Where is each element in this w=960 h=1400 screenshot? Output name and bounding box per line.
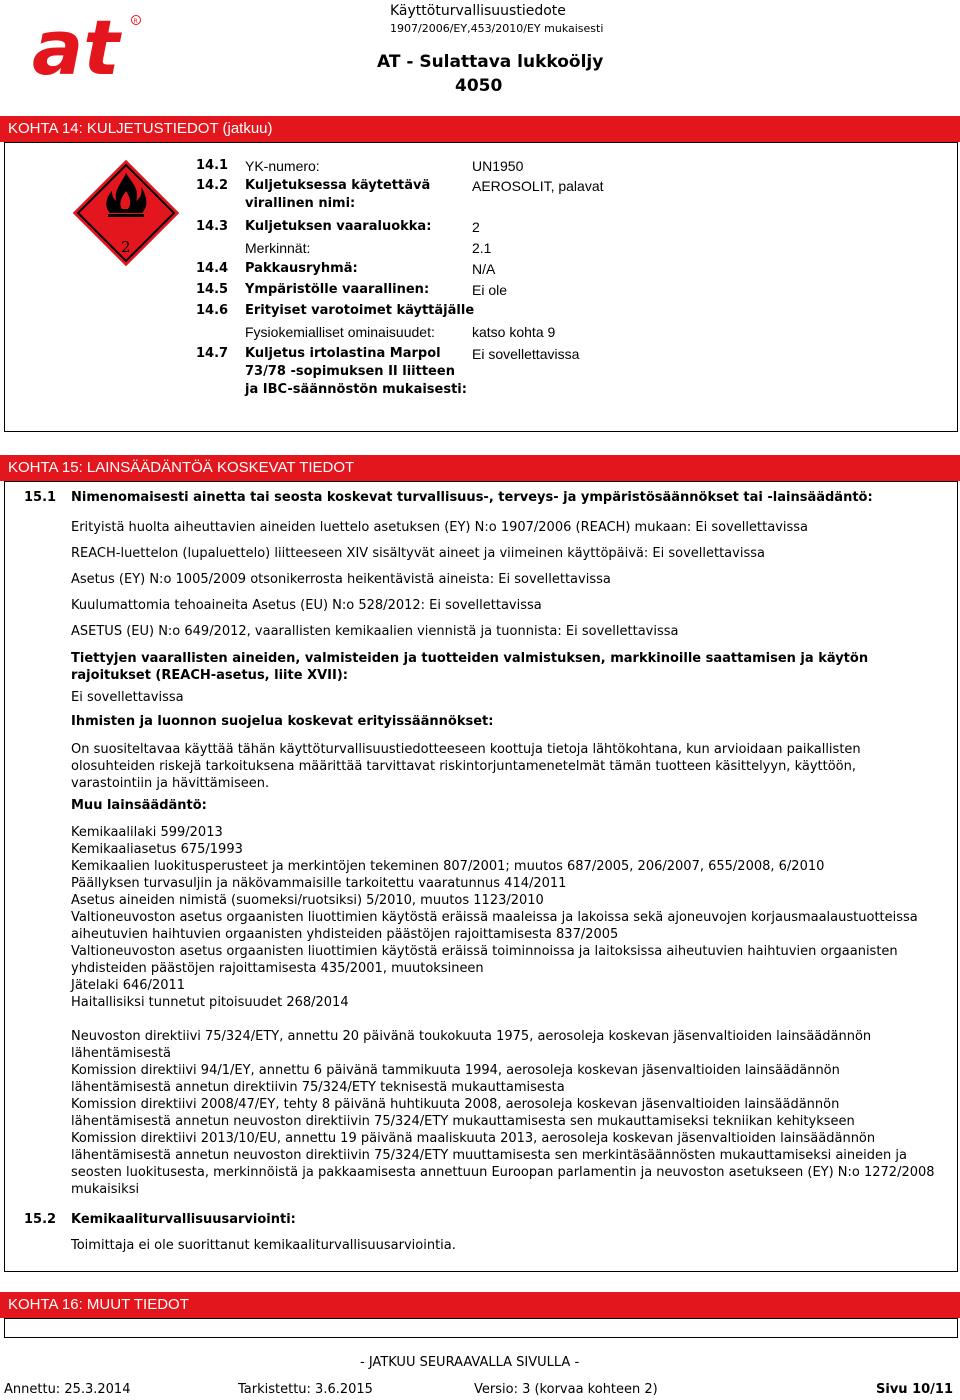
un-number-value: UN1950 (472, 158, 524, 174)
page-number: Sivu 10/11 (876, 1382, 954, 1397)
logo-text: at (32, 12, 120, 84)
other-legislation-title: Muu lainsäädäntö: (71, 798, 207, 813)
item-14-3: 14.3 Kuljetuksen vaaraluokka: (196, 219, 432, 234)
shipping-name-value: AEROSOLIT, palavat (472, 178, 604, 194)
restrictions-value: Ei sovellettavissa (71, 690, 184, 705)
flammable-gas-diamond-icon (70, 157, 182, 269)
legislation-item: Haitallisiksi tunnetut pitoisuudet 268/2014 (71, 995, 349, 1010)
directive-item: Komission direktiivi 2008/47/EY, tehty 8 päivänä huhtikuuta 2008, aerosoleja koskevan jäsenvaltioiden lainsäädännön lähentämisestä annetun neuvoston direktiivin 75/324/ETY mukauttamisesta sen mukauttamiseksi tekniikan kehitykseen (71, 1097, 855, 1129)
item-14-4: 14.4 Pakkausryhmä: (196, 261, 358, 276)
hazard-class-value: 2 (472, 219, 480, 235)
restrictions-title: Tiettyjen vaarallisten aineiden, valmisteiden ja tuotteiden valmistuksen, markkinoille saattamisen ja käytön rajoitukset (REACH-asetus, liite XVII): (71, 651, 869, 683)
subsection-15-1-title: Nimenomaisesti ainetta tai seosta koskevat turvallisuus-, terveys- ja ympäristösäännökset tai -lainsäädäntö: (71, 490, 873, 505)
environment-hazard-value: Ei ole (472, 282, 508, 298)
regulation-reference: 1907/2006/EY,453/2010/EY mukaisesti (390, 22, 604, 35)
subsection-15-1-number: 15.1 (24, 490, 57, 505)
other-legislation-list (71, 824, 941, 1011)
directive-item: Komission direktiivi 2013/10/EU, annettu 19 päivänä maaliskuuta 2013, aerosoleja koskevan jäsenvaltioiden lainsäädännön lähentämisestä annetun neuvoston direktiivin 75/324/ETY muuttamisesta sen merkintäsäännösten mukauttamiseksi aineiden ja seosten luokitusesta, merkinnöistä ja pakkaamisesta annettuun Euroopan parlamentin ja neuvoston asetukseen (EY) N:o 1272/2008 mukaisiksi (71, 1131, 935, 1197)
section-16-box (4, 1318, 958, 1338)
subsection-15-2-title: Kemikaaliturvallisuusarviointi: (71, 1212, 296, 1227)
physchem-value: katso kohta 9 (472, 324, 556, 340)
legislation-item: Kemikaaliasetus 675/1993 (71, 842, 243, 857)
labels-value: 2.1 (472, 240, 492, 256)
continue-notice: - JATKUU SEURAAVALLA SIVULLA - (360, 1355, 580, 1370)
directives-list (71, 1028, 941, 1198)
pictogram-number: 2 (121, 238, 131, 256)
legislation-item: Valtioneuvoston asetus orgaanisten liuottimien käytöstä eräissä maaleissa ja lakoissa sekä ajoneuvojen korjausmaalaustuotteissa aiheutuvien haihtuvien orgaanisten yhdisteiden päästöjen rajoittamisesta 837/2005 (71, 910, 918, 942)
revision-date: Tarkistettu: 3.6.2015 (238, 1382, 373, 1397)
section-15-heading: KOHTA 15: LAINSÄÄDÄNTÖÄ KOSKEVAT TIEDOT (0, 455, 960, 481)
version-info: Versio: 3 (korvaa kohteen 2) (474, 1382, 658, 1397)
physchem-label: Fysiokemialliset ominaisuudet: (245, 324, 435, 340)
section-14-heading: KOHTA 14: KULJETUSTIEDOT (jatkuu) (0, 116, 960, 142)
legislation-item: Kemikaalien luokitusperusteet ja merkintöjen tekeminen 807/2001; muutos 687/2005, 206/2007, 655/2008, 6/2010 (71, 859, 825, 874)
pic-regulation-line: ASETUS (EU) N:o 649/2012, vaarallisten kemikaalien viennistä ja tuonnista: Ei sovellettavissa (71, 624, 679, 639)
item-14-1: 14.1 YK-numero: (196, 158, 320, 174)
item-14-7: 14.7 Kuljetus irtolastina Marpol (196, 346, 441, 361)
protection-title: Ihmisten ja luonnon suojelua koskevat erityissäännökset: (71, 714, 494, 729)
legislation-item: Päällyksen turvasuljin ja näkövammaisille tarkoitettu vaaratunnus 414/2011 (71, 876, 567, 891)
svg-text:R: R (133, 18, 138, 25)
reach-svhc-line: Erityistä huolta aiheuttavien aineiden luettelo asetuksen (EY) N:o 1907/2006 (REACH) mukaan: Ei sovellettavissa (71, 520, 809, 535)
item-14-5: 14.5 Ympäristölle vaarallinen: (196, 282, 430, 297)
item-14-7-label-line2: 73/78 -sopimuksen II liitteen (245, 364, 455, 379)
section-16-heading: KOHTA 16: MUUT TIEDOT (0, 1292, 960, 1318)
directive-item: Neuvoston direktiivi 75/324/ETY, annettu 20 päivänä toukokuuta 1975, aerosoleja koskevan jäsenvaltioiden lainsäädännön lähentämisestä (71, 1029, 872, 1061)
item-14-7-label-line3: ja IBC-säännöstön mukaisesti: (245, 382, 467, 397)
protection-text: On suositeltavaa käyttää tähän käyttöturvallisuustiedotteeseen koottuja tietoja lähtökohtana, kun arvioidaan paikallisten olosuhteiden riskejä tarkoituksena määrittää tarvittavat riskintorjuntamenetelmät tämän tuotteen käsittelyyn, käyttöön, varastointiin ja hävittämiseen. (71, 742, 861, 791)
legislation-item: Kemikaalilaki 599/2013 (71, 825, 223, 840)
bulk-transport-value: Ei sovellettavissa (472, 346, 580, 362)
legislation-item: Jätelaki 646/2011 (71, 978, 186, 993)
document-title: Käyttöturvallisuustiedote (390, 3, 566, 19)
packing-group-value: N/A (472, 261, 496, 277)
ozone-regulation-line: Asetus (EY) N:o 1005/2009 otsonikerrosta heikentävistä aineista: Ei sovellettavissa (71, 572, 611, 587)
directive-item: Komission direktiivi 94/1/EY, annettu 6 päivänä tammikuuta 1994, aerosoleja koskevan jäsenvaltioiden lainsäädännön lähentämisestä annetun direktiivin 75/324/ETY teknisestä mukauttamisesta (71, 1063, 840, 1095)
csa-text: Toimittaja ei ole suorittanut kemikaaliturvallisuusarviointia. (71, 1238, 456, 1253)
item-14-2-label-line2: virallinen nimi: (245, 196, 356, 211)
subsection-15-2-number: 15.2 (24, 1212, 57, 1227)
item-14-2: 14.2 Kuljetuksessa käytettävä (196, 178, 431, 193)
product-number: 4050 (455, 76, 503, 96)
item-14-6: 14.6 Erityiset varotoimet käyttäjälle (196, 303, 475, 318)
labels-label: Merkinnät: (245, 240, 311, 256)
product-name: AT - Sulattava lukkoöljy (377, 52, 604, 72)
reach-annex-xiv-line: REACH-luettelon (lupaluettelo) liitteeseen XIV sisältyvät aineet ja viimeinen käyttöpäivä: Ei sovellettavissa (71, 546, 765, 561)
biocide-regulation-line: Kuulumattomia tehoaineita Asetus (EU) N:o 528/2012: Ei sovellettavissa (71, 598, 542, 613)
legislation-item: Valtioneuvoston asetus orgaanisten liuottimien käytöstä eräissä toiminnoissa ja laitoksissa aiheutuvien haihtuvien orgaanisten yhdisteiden päästöjen rajoittamisesta 435/2001, muutoksineen (71, 944, 898, 976)
issued-date: Annettu: 25.3.2014 (4, 1382, 131, 1397)
company-logo (30, 12, 142, 84)
legislation-item: Asetus aineiden nimistä (suomeksi/ruotsiksi) 5/2010, muutos 1123/2010 (71, 893, 544, 908)
